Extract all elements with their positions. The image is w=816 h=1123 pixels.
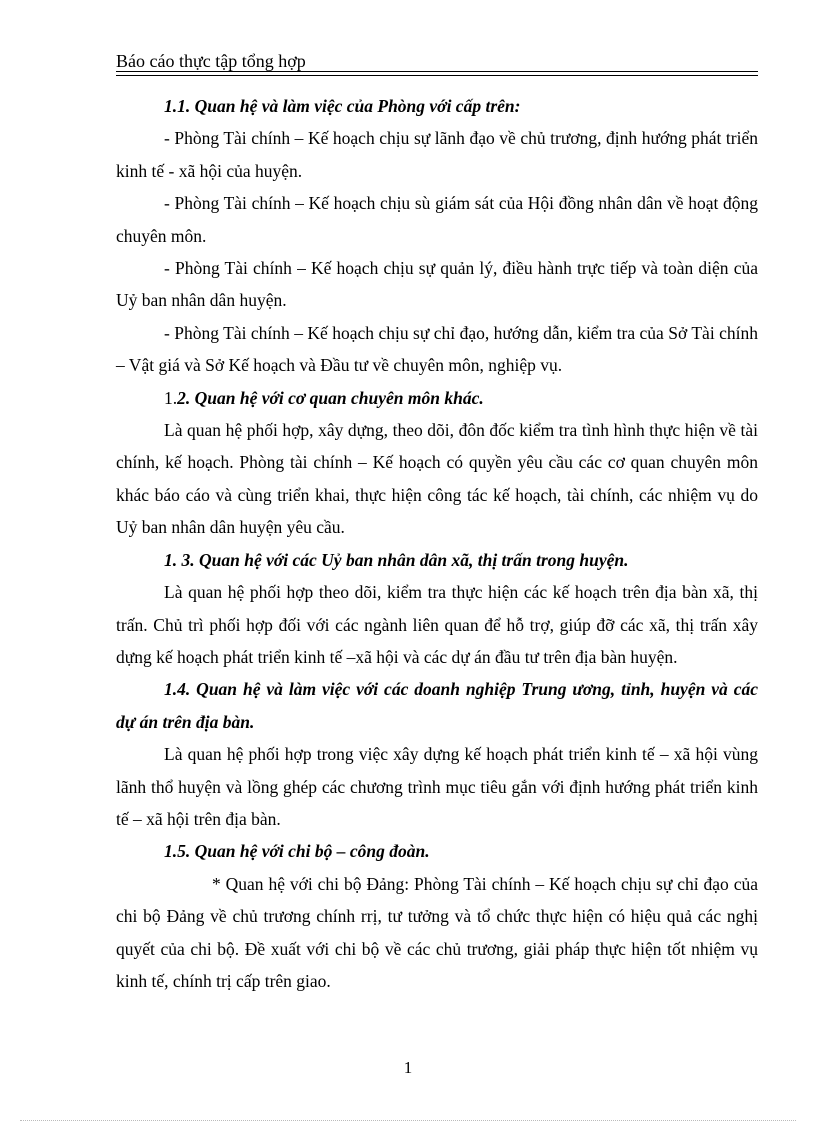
paragraph: - Phòng Tài chính – Kế hoạch chịu sự chỉ đạo, hướng dẫn, kiểm tra của Sở Tài chính – Vật giá và Sở Kế hoạch và Đầu tư về chuyên môn, nghiệp vụ. (116, 322, 758, 376)
header-rule (116, 71, 758, 72)
paragraph: Là quan hệ phối hợp, xây dựng, theo dõi, đôn đốc kiểm tra tình hình thực hiện về tài chính, kế hoạch. Phòng tài chính – Kế hoạch có quyền yêu cầu các cơ quan chuyên môn khác báo cáo và cùng triển khai, thực hiện công tác kế hoạch, tài chính, các nhiệm vụ do Uỷ ban nhân dân huyện yêu cầu. (116, 420, 758, 538)
header-rule-secondary (116, 75, 758, 76)
section-heading-1-1: 1.1. Quan hệ và làm việc của Phòng với cấp trên: (164, 96, 521, 116)
page-header (116, 50, 758, 72)
document-body (116, 90, 758, 997)
paragraph: Là quan hệ phối hợp trong việc xây dựng kế hoạch phát triển kinh tế – xã hội vùng lãnh thổ huyện và lồng ghép các chương trình mục tiêu gắn với định hướng phát triển kinh tế – xã hội trên địa bàn. (116, 744, 758, 829)
section-heading-1-4: 1.4. Quan hệ và làm việc với các doanh nghiệp Trung ương, tỉnh, huyện và các dự án trên địa bàn. (116, 679, 758, 732)
section-heading-1-2 (116, 382, 758, 414)
section-heading-1-3: 1. 3. Quan hệ với các Uỷ ban nhân dân xã, thị trấn trong huyện. (164, 549, 629, 570)
paragraph: - Phòng Tài chính – Kế hoạch chịu sự lãnh đạo về chủ trương, định hướng phát triển kinh tế - xã hội của huyện. (116, 128, 758, 181)
page-bottom-divider (20, 1120, 796, 1121)
paragraph: - Phòng Tài chính – Kế hoạch chịu sù giám sát của Hội đồng nhân dân về hoạt động chuyên môn. (116, 193, 758, 246)
section-heading-text: 2. Quan hệ với cơ quan chuyên môn khác. (177, 387, 484, 408)
section-heading-1-5: 1.5. Quan hệ với chi bộ – công đoàn. (164, 841, 430, 862)
paragraph: Là quan hệ phối hợp theo dõi, kiểm tra thực hiện các kế hoạch trên địa bàn xã, thị trấn. Chủ trì phối hợp đối với các ngành liên quan để hỗ trợ, giúp đỡ các xã, thị trấn xây dựng kế hoạch phát triển kinh tế –xã hội và các dự án đầu tư trên địa bàn huyện. (116, 582, 758, 667)
section-heading-number: 1. (164, 387, 178, 408)
page-number: 1 (403, 1058, 413, 1077)
paragraph: * Quan hệ với chi bộ Đảng: Phòng Tài chính – Kế hoạch chịu sự chỉ đạo của chi bộ Đảng về chủ trương chính rrị, tư tưởng và tổ chức thực hiện có hiệu quả các nghị quyết của chi bộ. Đề xuất với chi bộ về các chủ trương, giải pháp thực hiện tốt nhiệm vụ kinh tế, chính trị cấp trên giao. (116, 873, 758, 991)
paragraph: - Phòng Tài chính – Kế hoạch chịu sự quản lý, điều hành trực tiếp và toàn diện của Uỷ ban nhân dân huyện. (116, 258, 758, 311)
header-title: Báo cáo thực tập tổng hợp (116, 51, 306, 71)
